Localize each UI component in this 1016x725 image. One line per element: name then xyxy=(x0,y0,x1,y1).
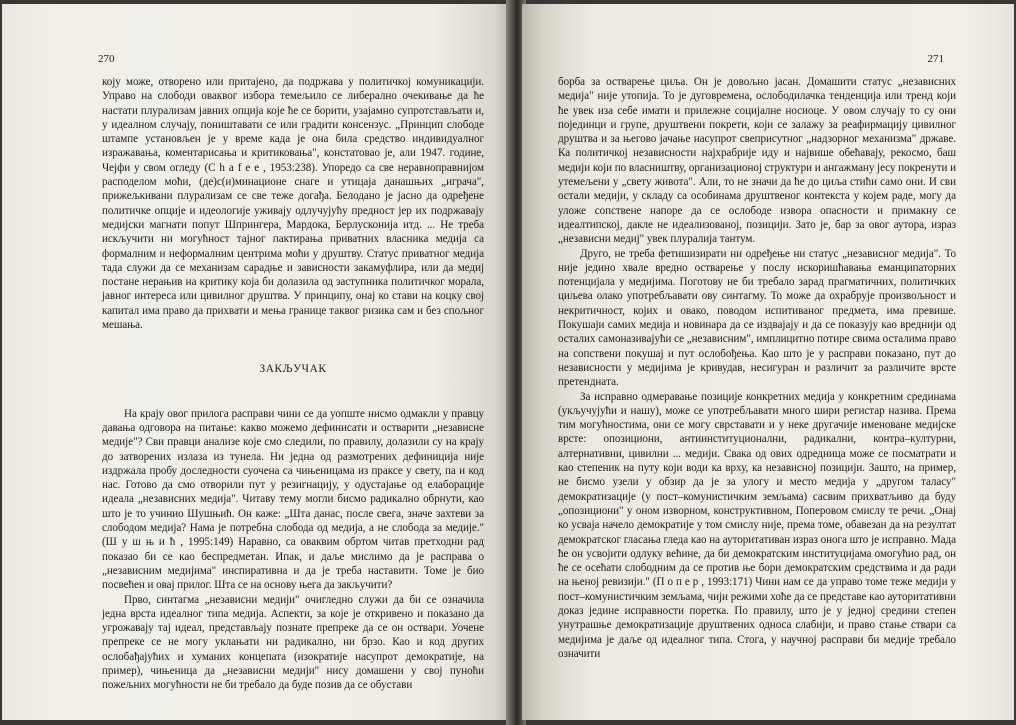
right-page xyxy=(522,4,1014,720)
right-text-column xyxy=(558,75,956,661)
right-paragraph-1: борба за остварење циља. Он је довољно јасан. Домашити статус „независних медија" није утопија. То је дуговремена, ослободилачка тенденција или тренд који ће увек иза себе имати и прилежне социјалне носиоце. У овом случају то су они појединци и групе, друштвени покрети, који се залажу за реафирмацију цивилног друштва и за његово јачање насупрот свеприсутног „надзорног механизма" државе. Ка политичкој независности најхрабрије иду и највише обећавају, рекосмо, баш медији који по власништву, организационој структури и ангажману јесу покренути и утемељени у „свету живота". Али, то не значи да ће до циља стићи само они. И сви остали медији, у складу са особинама друштвеног контекста у којем раде, могу да уложе сопствене напоре да се ослободе извора опасности и примакну се идеалтипској, дакле не идеализованој, позицији. Зато је, бар за овог аутора, израз „независни медиј" увек плуралија тантум. xyxy=(558,76,956,246)
right-paragraph-3: За исправно одмеравање позиције конкретних медија у конкретним срединама (укључујући и нашу), може се употребљавати много шири регистар назива. Према тим могућностима, они се могу сврставати и у неке другачије именоване медијске врсте: опозициони, антиинституционални, радикални, контра–културни, алтернативни, цивилни ... медији. Свака од ових одредница може се посматрати и као степеник на путу који води ка врху, ка независној позицији. Зашто, на пример, не бисмо узели у обзир да је за улогу и место медија у „другом таласу" демократизације (у пост–комунистичким земљама) сасвим прихватљиво да буду „опозициони" у оном изворном, конструктивном, Поперовом смислу те речи. „Онај ко усваја начело демократије у том смислу није, према томе, обавезан да на резултат демократског гласања гледа као на ауторитативан израз онога што је исправно. Мада ће он усвојити одлуку већине, да би демократским институцијама омогућио рад, он ће се осећати слободним да се против ње бори демократским средствима и да ради на њеној ревизији." (П о п е р , 1993:171) Чини нам се да управо томе теже медији у пост–комунистичким земљама, чији режими хоће да се представе као ауторитативни доказ једине исправности поретка. По правилу, што је у једној средини степен унутрашње демократизације друштвених односа слабији, и право стање ствари са медијима је даље од идеалног типа. Стога, у научној расправи би медије требало означити xyxy=(558,390,956,660)
left-paragraph-3: Прво, синтагма „независни медији" очигледно служи да би се означила једна врста идеалног типа медија. Аспекти, за које је откривено и показано да угрожавају тај идеал, представљају познате препреке да се он оствари. Уочене препреке се не могу уклањати ни радикално, ни брзо. Као и код других ослобађајућих и хуманих концепата (изократије насупрот демократије, на пример), чињеница да „независни медији" нису домашени у свој пуноћи пожељних могућности не би требало да буде позив да се обустави xyxy=(102,593,484,692)
left-page xyxy=(2,4,510,720)
section-heading: ЗАКЉУЧАК xyxy=(259,363,327,376)
page-number-left: 270 xyxy=(98,53,115,65)
left-paragraph-1: коју може, отворено или притајено, да подржава у политичкој комуникацији. Управо на слободи оваквог избора темељило се либерално очекивање да ће настати плурализам јавних опција које ће се борити, узајамно супротстављати и, у идеалном случају, поништавати се или градити консензус. „Принцип слободе штампе установљен је у време када је она била средство индивидуалног изражавања, коментарисања и критиковања", констатовао је, али 1947. године, Чејфи у свом огледу (C h a f e e , 1953:238). Упоредо са све неравноправнијом расподелом моћи, (де)с(и)минационе снаге и утицаја данашњих „играча", прижељкивани плурализам се све теже догађа. Белодано је јасно да одређене политичке опције и идеологије уживају одлучујућу предност јер их подржавају медијски магнати попут Шпрингера, Мардока, Берлусконија итд. ... Не треба искључити ни могућност тајног пактирања приватних власника медија са формалним и неформалним центрима моћи у друштву. Статус приватног медија тада служи да се механизам сарадње и зависности закамуфлира, или да медиј постане нерањив на критику која би долазила од заступника политичког морала, јавног интереса или цивилног друштва. У принципу, онај ко стави на коцку свој капитал има право да прихвати и мења границе таквог ризика сам и без спољног мешања. xyxy=(102,76,484,332)
right-paragraph-2: Друго, не треба фетишизирати ни одређење ни статус „независног медија". То није једино хвале вредно остварење у послу искоришћавања еманципаторних потенцијала у медијима. Поготову не би требало заpад прагматичних, политичких циљева олако употребљавати ову синтагму. То може да охрабрује произвољност и некритичност, којих и овако, поводом испитиваног предмета, има превише. Покушаји самих медија и новинара да се издвајају и да се показују као вреднији од осталих самоназивајући се „независним", имплицитно потире свима осталима право на сопствени покушај и пут ослобођења. Као што је у расправи показано, пут до независности у медијима је кривудав, несигуран и различит за различите врсте претенднaта. xyxy=(558,247,956,389)
left-text-column xyxy=(102,75,484,693)
page-number-right: 271 xyxy=(927,53,944,65)
left-paragraph-2: На крају овог прилога расправи чини се да уопште нисмо одмакли у правцу давања одговора на питање: какво можемо дефинисати и остварити „независне медије"? Сви правци анализе које смо следили, по правилу, долазили су на крају до затворених излаза из тунела. Ни једна од размотрених дефиниција није издржала пробу доследности суочена са чињеницама из праксе у свету, па и код нас. Готово да смо отворили пут у резигнацију, у одустајање од елаборације идеала „независних медија". Читаву тему могли бисмо радикално обрнути, као што је то учинио Шушњић. Он каже: „Шта данас, после свега, значе захтеви за слободом медија? Нама је потребна слобода од медија, а не слобода за медије." (Ш у ш њ и ћ , 1995:149) Наравно, са оваквим обртом читав претходни рад показао би се као беспредметан. Ипак, и даље мислимо да је расправа о „независним медијима" инспиративна и да је треба наставити. Томе је био посвећен и овај прилог. Шта се на основу њега да закључити? xyxy=(102,407,484,592)
